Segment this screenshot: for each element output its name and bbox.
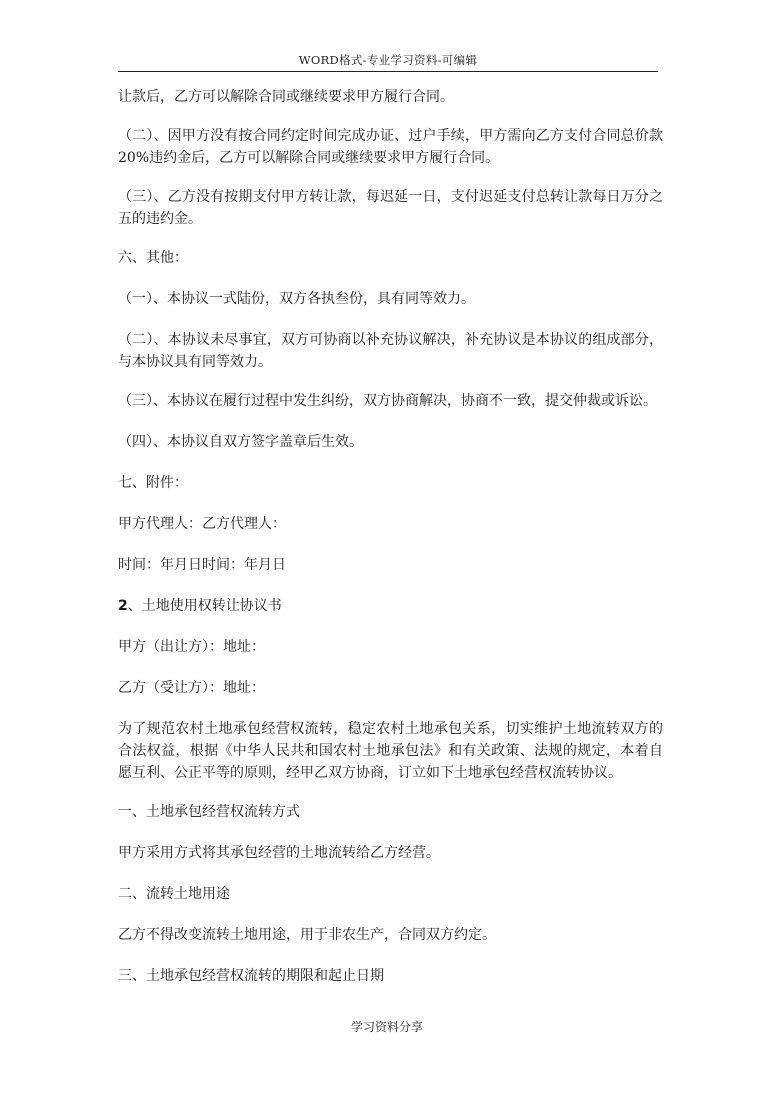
paragraph: （一）、本协议一式陆份，双方各执叁份，具有同等效力。 [118,291,475,307]
subtitle-text: 、土地使用权转让协议书 [127,598,282,614]
section-heading: 一、土地承包经营权流转方式 [118,804,300,820]
page-header [118,0,658,73]
date-line: 时间：年月日时间：年月日 [118,557,286,573]
header-rule [118,71,658,72]
paragraph: （三）、乙方没有按期支付甲方转让款，每迟延一日，支付迟延支付总转让款每日万分之五的违约金。 [118,189,663,227]
paragraph: 甲方采用方式将其承包经营的土地流转给乙方经营。 [118,845,440,861]
paragraph: 乙方不得改变流转土地用途，用于非农生产，合同双方约定。 [118,927,496,943]
section-heading: 六、其他： [118,250,188,266]
paragraph: （四）、本协议自双方签字盖章后生效。 [118,434,363,450]
document-subtitle [118,595,663,617]
header-text: WORD格式-专业学习资料-可编辑 [298,53,478,67]
paragraph: 为了规范农村土地承包经营权流转，稳定农村土地承包关系，切实维护土地流转双方的合法权益，根据《中华人民共和国农村土地承包法》和有关政策、法规的规定，本着自愿互利、公正平等的原则，经甲乙双方协商，订立如下土地承包经营权流转协议。 [118,721,663,781]
section-heading: 七、附件： [118,475,188,491]
signature-line: 甲方代理人：乙方代理人： [118,516,286,532]
document-body [118,86,663,1006]
section-heading: 三、土地承包经营权流转的期限和起止日期 [118,968,384,984]
paragraph: 让款后，乙方可以解除合同或继续要求甲方履行合同。 [118,89,454,105]
party-a-line: 甲方（出让方）：地址： [118,639,265,655]
subtitle-number: 2 [118,598,128,614]
page-footer: 学习资料分享 [350,1020,423,1034]
paragraph: （二）、因甲方没有按合同约定时间完成办证、过户手续，甲方需向乙方支付合同总价款 20%违约金后，乙方可以解除合同或继续要求甲方履行合同。 [118,128,663,166]
section-heading: 二、流转土地用途 [118,886,230,902]
paragraph: （三）、本协议在履行过程中发生纠纷，双方协商解决，协商不一致，提交仲裁或诉讼。 [118,393,657,409]
paragraph: （二）、本协议未尽事宜，双方可协商以补充协议解决，补充协议是本协议的组成部分，与本协议具有同等效力。 [118,332,663,370]
party-b-line: 乙方（受让方）：地址： [118,680,265,696]
